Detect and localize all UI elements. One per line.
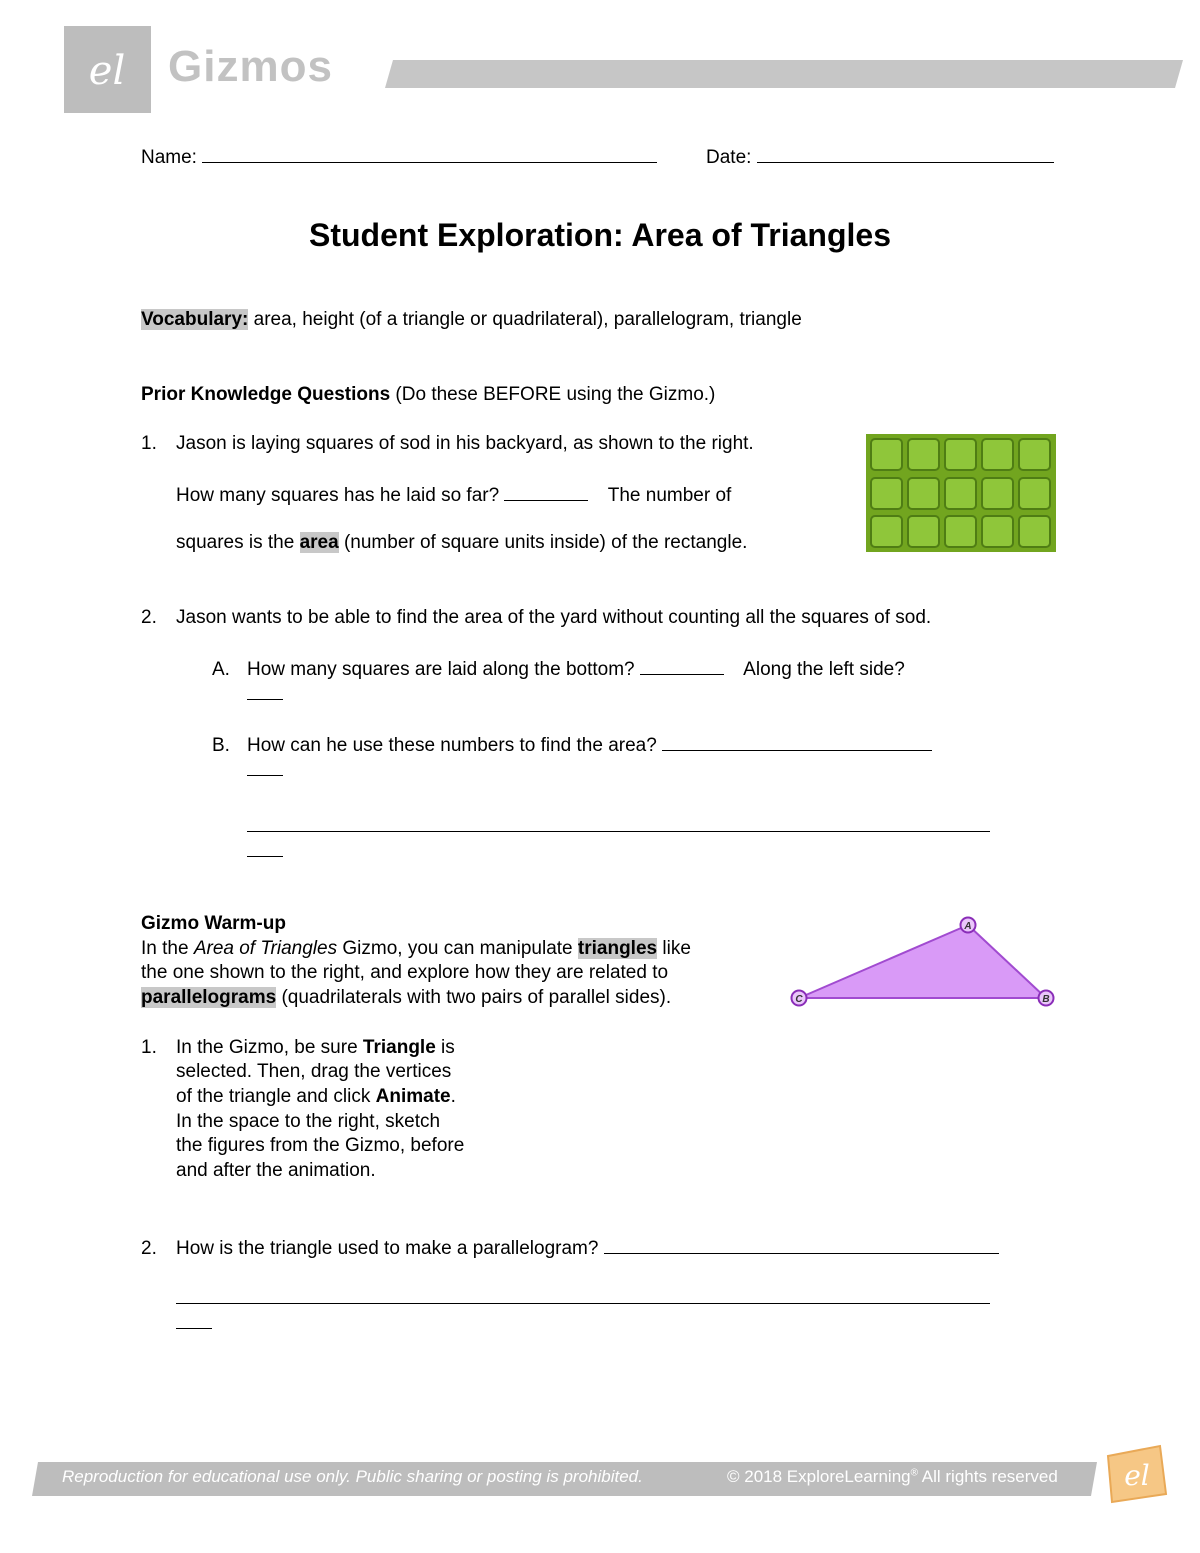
term-triangles: triangles bbox=[577, 938, 658, 959]
name-label: Name: bbox=[141, 147, 197, 168]
warmup-q1-line-4: In the space to the right, sketch bbox=[176, 1111, 441, 1132]
name-field[interactable] bbox=[202, 144, 657, 163]
explorelearning-logo bbox=[64, 26, 151, 113]
footer-copyright bbox=[727, 1467, 1058, 1487]
warmup-paragraph-line-2: the one shown to the right, and explore how they are related to bbox=[141, 962, 669, 983]
vertex-c-label: C bbox=[795, 994, 803, 1005]
vertex-c[interactable] bbox=[792, 991, 807, 1006]
sod-grid-image bbox=[866, 434, 1056, 552]
area-method-answer-line-1[interactable] bbox=[662, 732, 932, 751]
vertex-b-label: B bbox=[1042, 994, 1050, 1005]
warmup-paragraph-line-1 bbox=[141, 938, 691, 960]
vertex-a-label: A bbox=[964, 921, 972, 932]
warmup-paragraph-line-3 bbox=[141, 987, 671, 1009]
warmup-q2-text: How is the triangle used to make a parallelogram? bbox=[176, 1238, 599, 1259]
q1-text: Jason is laying squares of sod in his backyard, as shown to the right. bbox=[176, 433, 754, 454]
question-number: 1. bbox=[141, 1037, 157, 1058]
header-bar bbox=[385, 60, 1183, 88]
parallelogram-answer-line-1[interactable] bbox=[604, 1235, 999, 1254]
q1-question: How many squares has he laid so far? bbox=[176, 485, 500, 506]
warmup-text: like bbox=[657, 938, 691, 959]
question-1-line-3 bbox=[176, 532, 747, 554]
question-2b bbox=[212, 732, 932, 757]
part-letter: B. bbox=[212, 735, 230, 756]
warmup-q1-line-6: and after the animation. bbox=[176, 1160, 376, 1181]
prior-heading: Prior Knowledge Questions bbox=[141, 384, 391, 405]
warmup-heading: Gizmo Warm-up bbox=[141, 913, 286, 934]
term-area: area bbox=[299, 532, 339, 553]
name-row bbox=[141, 144, 657, 169]
question-number: 2. bbox=[141, 607, 157, 628]
question-2 bbox=[141, 607, 931, 629]
vertex-a[interactable] bbox=[961, 918, 976, 933]
date-label: Date: bbox=[706, 147, 752, 168]
vocabulary-text: area, height (of a triangle or quadrilateral), parallelogram, triangle bbox=[248, 309, 802, 330]
footer-logo-glyph: el bbox=[1124, 1459, 1150, 1492]
warmup-q1-line-2: selected. Then, drag the vertices bbox=[176, 1061, 452, 1082]
warmup-q2 bbox=[141, 1235, 999, 1260]
warmup-text: Gizmo, you can manipulate bbox=[337, 938, 578, 959]
date-row bbox=[706, 144, 1054, 169]
question-1-line-2 bbox=[176, 482, 731, 507]
triangle-option: Triangle bbox=[362, 1037, 436, 1058]
warmup-q1-line-1 bbox=[141, 1037, 455, 1059]
vocabulary-row bbox=[141, 309, 802, 331]
copyright-text: All rights reserved bbox=[917, 1467, 1058, 1486]
brand-name: Gizmos bbox=[168, 42, 333, 91]
gizmo-name: Area of Triangles bbox=[193, 938, 338, 959]
footer-notice: Reproduction for educational use only. Public sharing or posting is prohibited. bbox=[62, 1467, 643, 1486]
footer-el-logo-icon bbox=[1098, 1442, 1170, 1506]
q2a-text-2: Along the left side? bbox=[743, 659, 905, 680]
sod-count-answer[interactable] bbox=[504, 482, 588, 501]
warmup-q1-text: of the triangle and click bbox=[176, 1086, 376, 1107]
prior-knowledge-heading bbox=[141, 384, 715, 406]
sod-squares bbox=[871, 439, 1050, 547]
triangle-figure bbox=[785, 912, 1060, 1012]
logo-glyph: el bbox=[88, 48, 126, 94]
copyright-text: © 2018 ExploreLearning bbox=[727, 1467, 911, 1486]
term-parallelograms: parallelograms bbox=[141, 987, 277, 1008]
date-field[interactable] bbox=[757, 144, 1054, 163]
bottom-count-answer[interactable] bbox=[640, 656, 724, 675]
q1-text-part: squares is the bbox=[176, 532, 300, 553]
area-method-answer-line-2[interactable] bbox=[247, 757, 283, 782]
warmup-text: (quadrilaterals with two pairs of parallel sides). bbox=[276, 987, 672, 1008]
question-number: 1. bbox=[141, 433, 157, 454]
part-letter: A. bbox=[212, 659, 230, 680]
q2b-text: How can he use these numbers to find the area? bbox=[247, 735, 657, 756]
el-logo-icon bbox=[64, 26, 151, 113]
area-method-answer-line-3[interactable] bbox=[247, 813, 990, 838]
left-side-answer[interactable] bbox=[247, 681, 283, 706]
q1-text-part: (number of square units inside) of the rectangle. bbox=[338, 532, 748, 553]
warmup-q1-text: is bbox=[435, 1037, 455, 1058]
area-method-answer-line-4[interactable] bbox=[247, 838, 283, 863]
warmup-q1-line-3 bbox=[176, 1086, 456, 1108]
question-2a bbox=[212, 656, 905, 681]
q1-continuation: The number of bbox=[607, 485, 732, 506]
triangle-shape bbox=[799, 925, 1046, 998]
animate-label: Animate bbox=[375, 1086, 451, 1107]
vocabulary-label: Vocabulary: bbox=[141, 309, 249, 330]
warmup-q1-line-5: the figures from the Gizmo, before bbox=[176, 1135, 465, 1156]
page-title: Student Exploration: Area of Triangles bbox=[309, 217, 891, 253]
warmup-text: In the bbox=[141, 938, 194, 959]
question-1-line-1 bbox=[141, 433, 754, 455]
prior-note: (Do these BEFORE using the Gizmo.) bbox=[390, 384, 716, 405]
registered-mark: ® bbox=[910, 1467, 918, 1479]
q2-text: Jason wants to be able to find the area of the yard without counting all the squares of sod. bbox=[176, 607, 932, 628]
warmup-q1-text: In the Gizmo, be sure bbox=[176, 1037, 363, 1058]
q2a-text: How many squares are laid along the bottom? bbox=[247, 659, 635, 680]
question-number: 2. bbox=[141, 1238, 157, 1259]
vertex-b[interactable] bbox=[1039, 991, 1054, 1006]
parallelogram-answer-line-2[interactable] bbox=[176, 1285, 990, 1310]
warmup-q1-text: . bbox=[450, 1086, 456, 1107]
parallelogram-answer-line-3[interactable] bbox=[176, 1310, 212, 1335]
